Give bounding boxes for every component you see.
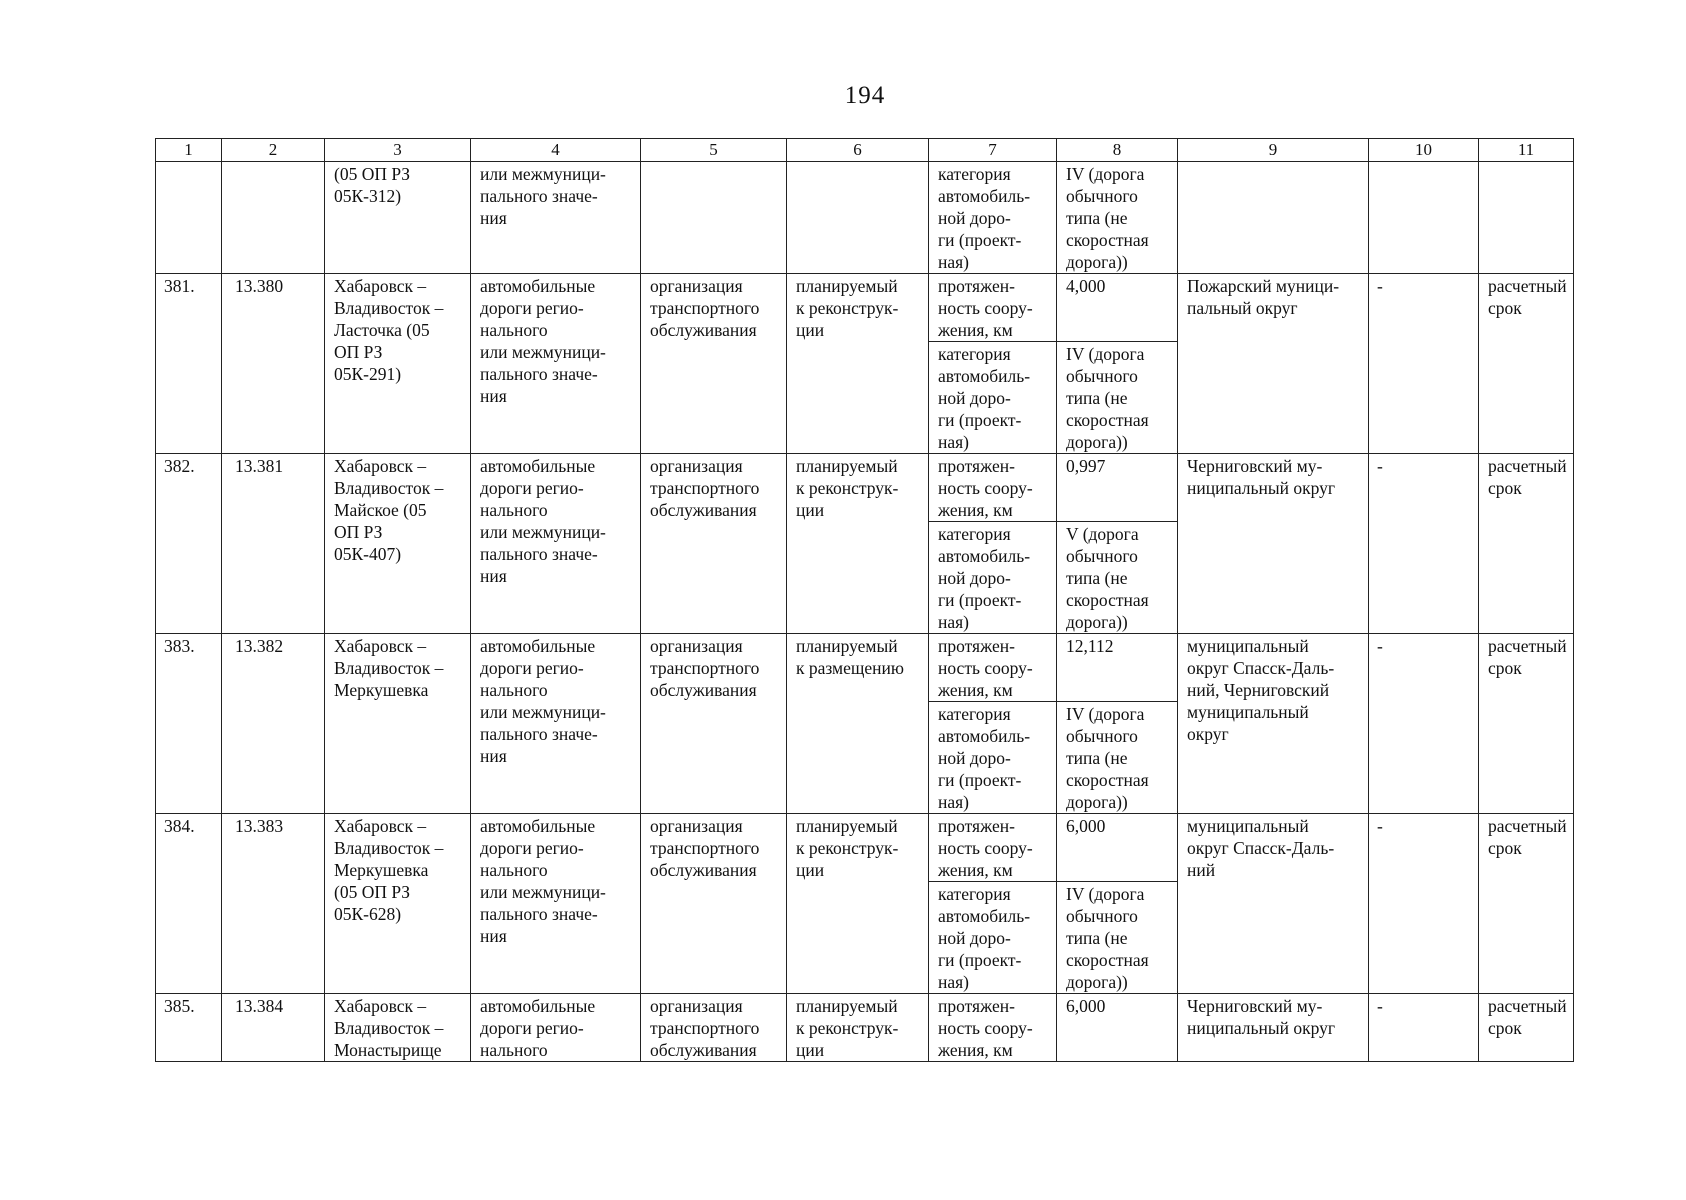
cell-row-number: 384.: [156, 814, 222, 994]
cell-purpose: организация транспортного обслуживания: [641, 814, 787, 994]
cell-col10: -: [1369, 634, 1479, 814]
cell-value: IV (дорога обычного типа (не скоростная дорога)): [1057, 162, 1178, 274]
column-header: 3: [325, 139, 471, 162]
cell-object-type: автомобильные дороги регио- нального или межмуници- пального значе- ния: [471, 634, 641, 814]
cell-object-type: автомобильные дороги регио- нального: [471, 994, 641, 1062]
cell-row-number: 383.: [156, 634, 222, 814]
table-row: [156, 814, 1574, 882]
cell-parameter: категория автомобиль- ной доро- ги (проект- ная): [929, 342, 1057, 454]
cell-col10: -: [1369, 814, 1479, 994]
planning-table: [155, 138, 1574, 1062]
cell-row-number: 381.: [156, 274, 222, 454]
cell-parameter: категория автомобиль- ной доро- ги (проект- ная): [929, 702, 1057, 814]
cell-status: планируемый к реконструк- ции: [787, 274, 929, 454]
cell-object-type: автомобильные дороги регио- нального или межмуници- пального значе- ния: [471, 274, 641, 454]
column-header: 5: [641, 139, 787, 162]
cell-status: планируемый к размещению: [787, 634, 929, 814]
table-row: [156, 994, 1574, 1062]
cell-col10: -: [1369, 274, 1479, 454]
cell-empty: [1479, 162, 1574, 274]
cell-district: муниципальный округ Спасск-Даль- ний: [1178, 814, 1369, 994]
cell-term: расчетный срок: [1479, 814, 1574, 994]
cell-object-name: Хабаровск – Владивосток – Майское (05 ОП РЗ 05К-407): [325, 454, 471, 634]
cell-purpose: организация транспортного обслуживания: [641, 634, 787, 814]
cell-empty: [1369, 162, 1479, 274]
cell-object-id: 13.381: [222, 454, 325, 634]
cell-district: муниципальный округ Спасск-Даль- ний, Черниговский муниципальный округ: [1178, 634, 1369, 814]
cell-value: 12,112: [1057, 634, 1178, 702]
cell-purpose: организация транспортного обслуживания: [641, 274, 787, 454]
cell-status: планируемый к реконструк- ции: [787, 814, 929, 994]
cell-object-type: автомобильные дороги регио- нального или межмуници- пального значе- ния: [471, 814, 641, 994]
cell-parameter: протяжен- ность соору- жения, км: [929, 274, 1057, 342]
cell-term: расчетный срок: [1479, 994, 1574, 1062]
cell-value: 6,000: [1057, 994, 1178, 1062]
cell-object-id: 13.384: [222, 994, 325, 1062]
cell-object-name: Хабаровск – Владивосток – Ласточка (05 ОП РЗ 05К-291): [325, 274, 471, 454]
cell-empty: [641, 162, 787, 274]
cell-col10: -: [1369, 994, 1479, 1062]
cell-value: 0,997: [1057, 454, 1178, 522]
cell-row-number: 382.: [156, 454, 222, 634]
cell-empty: [1178, 162, 1369, 274]
cell-purpose: организация транспортного обслуживания: [641, 994, 787, 1062]
cell-object-name: Хабаровск – Владивосток – Меркушевка (05 ОП РЗ 05К-628): [325, 814, 471, 994]
cell-parameter: категория автомобиль- ной доро- ги (проект- ная): [929, 882, 1057, 994]
column-header-row: [156, 139, 1574, 162]
column-header: 6: [787, 139, 929, 162]
cell-parameter: категория автомобиль- ной доро- ги (проект- ная): [929, 162, 1057, 274]
cell-empty: [156, 162, 222, 274]
column-header: 2: [222, 139, 325, 162]
cell-object-type: автомобильные дороги регио- нального или межмуници- пального значе- ния: [471, 454, 641, 634]
column-header: 9: [1178, 139, 1369, 162]
column-header: 1: [156, 139, 222, 162]
cell-purpose: организация транспортного обслуживания: [641, 454, 787, 634]
page-number: 194: [844, 82, 886, 109]
cell-district: Пожарский муници- пальный округ: [1178, 274, 1369, 454]
table-row: [156, 274, 1574, 342]
cell-status: планируемый к реконструк- ции: [787, 454, 929, 634]
cell-value: 6,000: [1057, 814, 1178, 882]
cell-district: Черниговский му- ниципальный округ: [1178, 454, 1369, 634]
cell-parameter: категория автомобиль- ной доро- ги (проект- ная): [929, 522, 1057, 634]
cell-object-name: Хабаровск – Владивосток – Монастырище: [325, 994, 471, 1062]
cell-term: расчетный срок: [1479, 454, 1574, 634]
column-header: 7: [929, 139, 1057, 162]
cell-col10: -: [1369, 454, 1479, 634]
cell-value: 4,000: [1057, 274, 1178, 342]
continuation-row: [156, 162, 1574, 274]
column-header: 11: [1479, 139, 1574, 162]
cell-parameter: протяжен- ность соору- жения, км: [929, 634, 1057, 702]
cell-parameter: протяжен- ность соору- жения, км: [929, 994, 1057, 1062]
table-row: [156, 454, 1574, 522]
cell-empty: [222, 162, 325, 274]
cell-object-id: 13.383: [222, 814, 325, 994]
cell-term: расчетный срок: [1479, 274, 1574, 454]
cell-status: планируемый к реконструк- ции: [787, 994, 929, 1062]
cell-object-type: или межмуници- пального значе- ния: [471, 162, 641, 274]
cell-value: IV (дорога обычного типа (не скоростная дорога)): [1057, 882, 1178, 994]
cell-row-number: 385.: [156, 994, 222, 1062]
cell-value: IV (дорога обычного типа (не скоростная дорога)): [1057, 702, 1178, 814]
cell-object-name: (05 ОП РЗ 05К-312): [325, 162, 471, 274]
cell-object-name: Хабаровск – Владивосток – Меркушевка: [325, 634, 471, 814]
column-header: 4: [471, 139, 641, 162]
cell-term: расчетный срок: [1479, 634, 1574, 814]
cell-object-id: 13.382: [222, 634, 325, 814]
cell-value: IV (дорога обычного типа (не скоростная дорога)): [1057, 342, 1178, 454]
cell-district: Черниговский му- ниципальный округ: [1178, 994, 1369, 1062]
cell-parameter: протяжен- ность соору- жения, км: [929, 454, 1057, 522]
cell-value: V (дорога обычного типа (не скоростная дорога)): [1057, 522, 1178, 634]
column-header: 8: [1057, 139, 1178, 162]
column-header: 10: [1369, 139, 1479, 162]
table-row: [156, 634, 1574, 702]
cell-object-id: 13.380: [222, 274, 325, 454]
cell-empty: [787, 162, 929, 274]
cell-parameter: протяжен- ность соору- жения, км: [929, 814, 1057, 882]
